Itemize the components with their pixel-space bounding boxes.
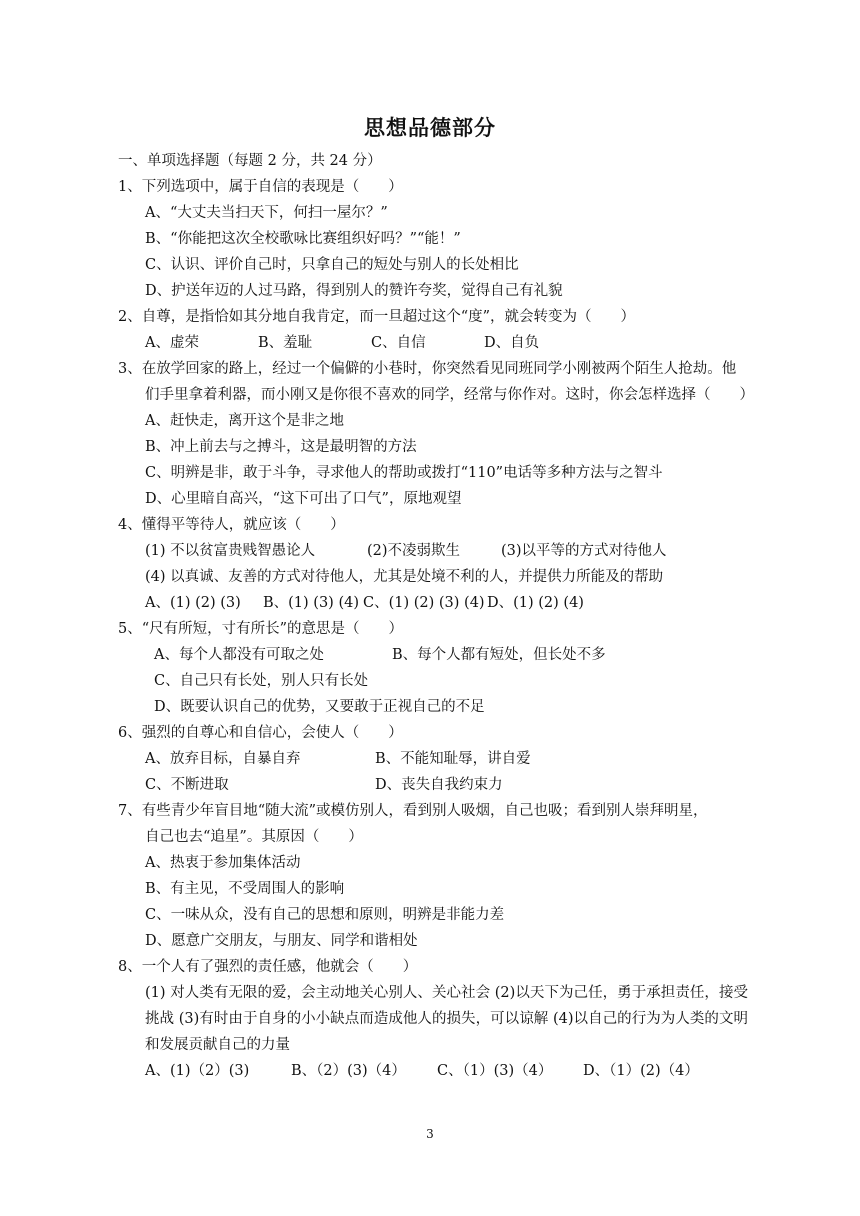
option-row xyxy=(118,330,748,356)
question-stem: 7、有些青少年盲目地“随大流”或模仿别人，看到别人吸烟，自己也吸；看到别人崇拜明星， xyxy=(118,803,708,819)
option: C、（1）(3)（4） xyxy=(437,1063,553,1079)
option-row xyxy=(118,642,748,668)
option: B、冲上前去与之搏斗，这是最明智的方法 xyxy=(145,439,417,455)
option: D、(1) (2) (4) xyxy=(487,595,584,611)
item: (1) 不以贫富贵贱智愚论人 xyxy=(145,543,316,559)
option: C、明辨是非，敢于斗争，寻求他人的帮助或拨打“110”电话等多种方法与之智斗 xyxy=(145,465,663,481)
option: C、自信 xyxy=(371,335,426,351)
option: A、每个人都没有可取之处 xyxy=(154,647,324,663)
option: B、每个人都有短处，但长处不多 xyxy=(392,647,606,663)
question-stem: 6、强烈的自尊心和自信心，会使人（ ） xyxy=(118,725,403,741)
question-body: (1) 对人类有无限的爱，会主动地关心别人、关心社会 (2)以天下为己任，勇于承担责任，接受挑战 (3)有时由于自身的小小缺点而造成他人的损失，可以谅解 (4)以自己的行为为人类的文明和发展贡献自己的力量 xyxy=(145,985,748,1053)
option: C、认识、评价自己时，只拿自己的短处与别人的长处相比 xyxy=(145,257,519,273)
option: A、热衷于参加集体活动 xyxy=(145,855,301,871)
item: (2)不凌弱欺生 xyxy=(367,543,461,559)
item-row xyxy=(118,538,748,564)
option: B、有主见，不受周围人的影响 xyxy=(145,881,345,897)
option: D、愿意广交朋友，与朋友、同学和谐相处 xyxy=(145,933,418,949)
question-stem: 8、一个人有了强烈的责任感，他就会（ ） xyxy=(118,959,418,975)
question-stem: 1、下列选项中，属于自信的表现是（ ） xyxy=(118,179,403,195)
option: C、一味从众，没有自己的思想和原则，明辨是非能力差 xyxy=(145,907,505,923)
option-row xyxy=(118,590,748,616)
page-title: 思想品德部分 xyxy=(364,116,496,140)
option: D、护送年迈的人过马路，得到别人的赞许夸奖，觉得自己有礼貌 xyxy=(145,283,563,299)
option: D、心里暗自高兴，“这下可出了口气”，原地观望 xyxy=(145,491,462,507)
option: B、羞耻 xyxy=(258,335,313,351)
option: A、放弃目标，自暴自弃 xyxy=(145,751,301,767)
option: A、(1) (2) (3) xyxy=(145,595,241,611)
question-stem: 2、自尊，是指恰如其分地自我肯定，而一旦超过这个“度”，就会转变为（ ） xyxy=(118,309,636,325)
option: C、自己只有长处，别人只有长处 xyxy=(154,673,369,689)
option: D、既要认识自己的优势，又要敢于正视自己的不足 xyxy=(154,699,485,715)
option: B、“你能把这次全校歌咏比赛组织好吗？”“能！” xyxy=(145,231,461,247)
item: (3)以平等的方式对待他人 xyxy=(501,543,667,559)
option-row xyxy=(118,1058,748,1084)
option-row xyxy=(118,772,748,798)
option: D、自负 xyxy=(484,335,540,351)
option: A、“大丈夫当扫天下，何扫一屋尔？” xyxy=(145,205,388,221)
page-number: 3 xyxy=(426,1127,434,1141)
question-stem: 3、在放学回家的路上，经过一个偏僻的小巷时，你突然看见同班同学小刚被两个陌生人抢劫。他 xyxy=(118,361,737,377)
option: A、赶快走，离开这个是非之地 xyxy=(145,413,344,429)
section-heading: 一、单项选择题（每题 2 分，共 24 分） xyxy=(118,153,382,169)
question-list xyxy=(118,148,754,1084)
option: D、丧失自我约束力 xyxy=(375,777,503,793)
question-stem-continued: 自己也去“追星”。其原因（ ） xyxy=(145,829,363,845)
question-stem: 5、“尺有所短，寸有所长”的意思是（ ） xyxy=(118,621,404,637)
option: B、(1) (3) (4) xyxy=(263,595,359,611)
option: A、(1)（2）(3) xyxy=(145,1063,250,1079)
option: D、（1）(2)（4） xyxy=(583,1063,699,1079)
question-stem: 4、懂得平等待人，就应该（ ） xyxy=(118,517,345,533)
option: C、不断进取 xyxy=(145,777,229,793)
option: A、虚荣 xyxy=(145,335,199,351)
option-row xyxy=(118,746,748,772)
option: B、（2）(3)（4） xyxy=(291,1063,406,1079)
item: (4) 以真诚、友善的方式对待他人，尤其是处境不利的人，并提供力所能及的帮助 xyxy=(145,569,664,585)
option: C、(1) (2) (3) (4) xyxy=(363,595,485,611)
question-stem-continued: 们手里拿着利器，而小刚又是你很不喜欢的同学，经常与你作对。这时，你会怎样选择（ ） xyxy=(145,387,754,403)
option: B、不能知耻辱，讲自爱 xyxy=(375,751,531,767)
